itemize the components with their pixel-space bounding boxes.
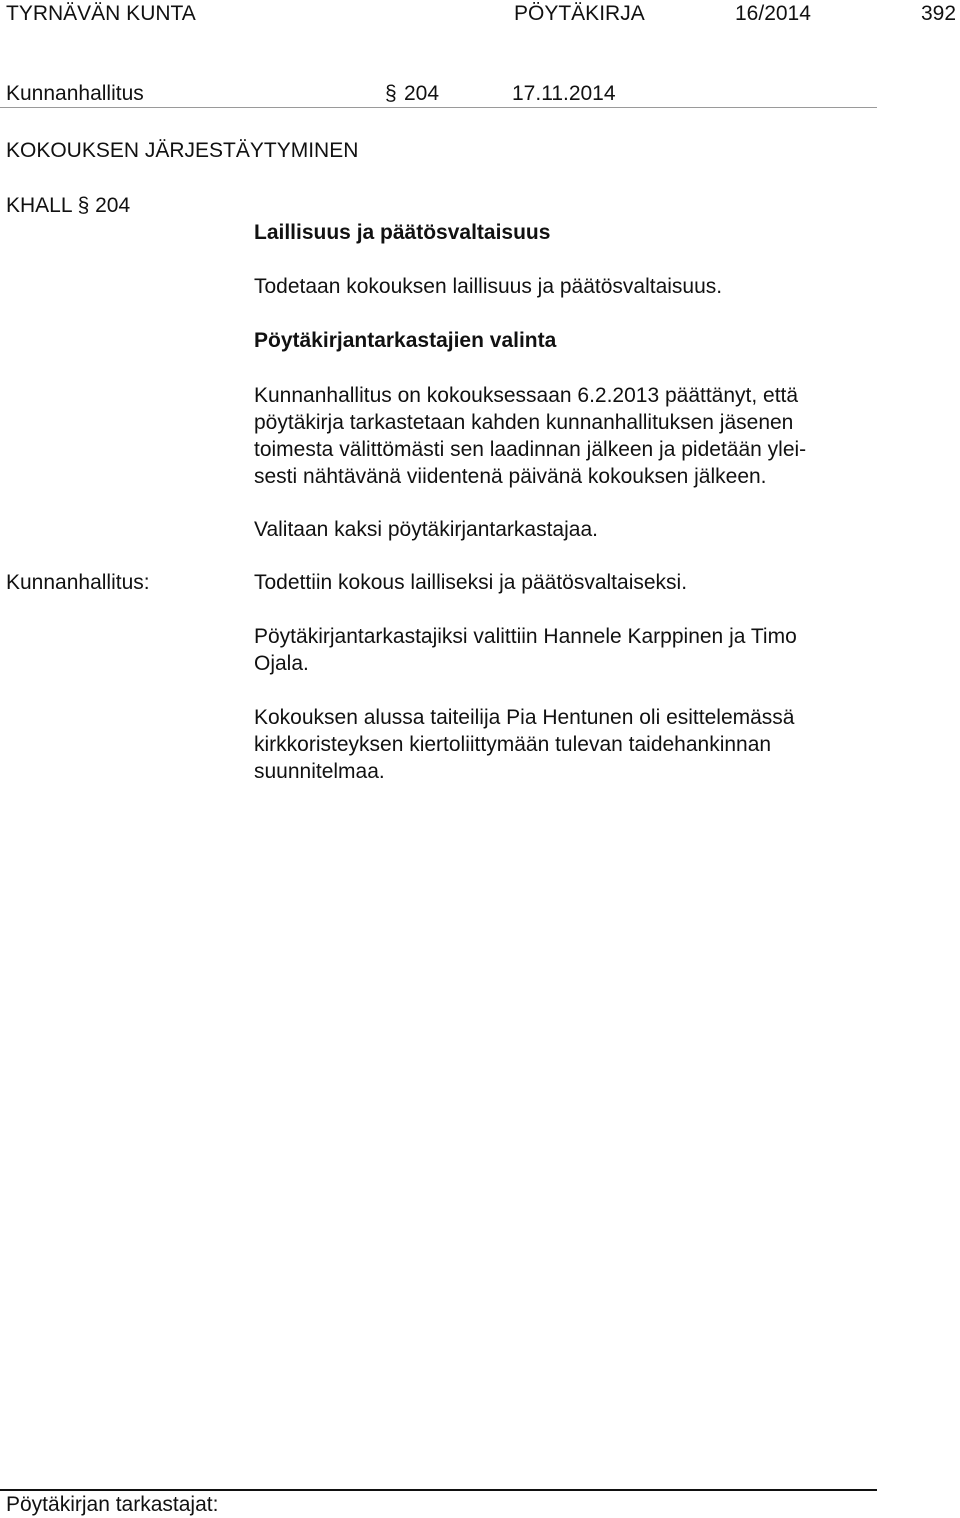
meeting-body: Kunnanhallitus xyxy=(6,82,144,105)
paragraph-line: suunnitelmaa. xyxy=(254,760,385,783)
paragraph-line: Kunnanhallitus on kokouksessaan 6.2.2013 päättänyt, että xyxy=(254,384,799,407)
document-type: PÖYTÄKIRJA xyxy=(514,2,645,25)
paragraph-line: sesti nähtävänä viidentenä päivänä kokouksen jälkeen. xyxy=(254,465,767,488)
decision-art-paragraph xyxy=(254,704,874,785)
paragraph-line: Pöytäkirjantarkastajiksi valittiin Hannele Karppinen ja Timo xyxy=(254,625,797,648)
proposal-text: Valitaan kaksi pöytäkirjantarkastajaa. xyxy=(254,518,598,541)
decision-text-legality: Todettiin kokous lailliseksi ja päätösvaltaiseksi. xyxy=(254,571,688,594)
section-symbol: § xyxy=(385,82,397,105)
decision-label: Kunnanhallitus: xyxy=(6,571,150,594)
document-number: 16/2014 xyxy=(735,2,811,25)
decision-inspectors-paragraph xyxy=(254,623,874,677)
footer-label: Pöytäkirjan tarkastajat: xyxy=(6,1493,219,1516)
page-number: 392 xyxy=(921,2,957,25)
paragraph-line: Kokouksen alussa taiteilija Pia Hentunen oli esittelemässä xyxy=(254,706,795,729)
meeting-section-number: 204 xyxy=(404,82,440,105)
section-code: KHALL § 204 xyxy=(6,194,131,217)
legality-text: Todetaan kokouksen laillisuus ja päätösvaltaisuus. xyxy=(254,275,723,298)
paragraph-line: Ojala. xyxy=(254,652,309,675)
paragraph-line: kirkkoristeyksen kiertoliittymään tulevan taidehankinnan xyxy=(254,733,772,756)
header-divider xyxy=(0,107,877,108)
inspectors-paragraph xyxy=(254,382,874,490)
subsection-heading-inspectors: Pöytäkirjantarkastajien valinta xyxy=(254,329,557,352)
section-title: KOKOUKSEN JÄRJESTÄYTYMINEN xyxy=(6,139,359,162)
paragraph-line: toimesta välittömästi sen laadinnan jälkeen ja pidetään ylei- xyxy=(254,438,807,461)
subsection-heading-legality: Laillisuus ja päätösvaltaisuus xyxy=(254,221,551,244)
organization-name: TYRNÄVÄN KUNTA xyxy=(6,2,196,25)
meeting-date: 17.11.2014 xyxy=(512,82,616,105)
paragraph-line: pöytäkirja tarkastetaan kahden kunnanhallituksen jäsenen xyxy=(254,411,794,434)
